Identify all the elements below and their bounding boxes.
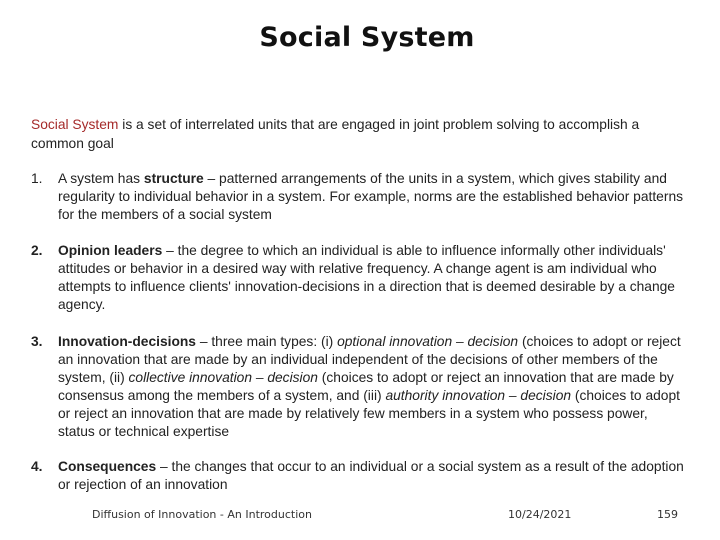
list-item-2	[31, 242, 686, 314]
item-text: – the changes that occur to an individual or a social system as a result of the adoption or rejection of an innovation	[58, 459, 684, 492]
list-item-3	[31, 333, 686, 441]
item-number: 3.	[31, 334, 43, 349]
item-body	[58, 458, 686, 494]
footer-date: 10/24/2021	[508, 508, 572, 521]
list-item-1	[31, 170, 686, 224]
item-emphasis: optional innovation – decision	[337, 334, 519, 349]
item-term: Opinion leaders	[58, 243, 163, 258]
item-text: – patterned arrangements of the units in a system, which gives stability and regularity to individual behavior in a system. For example, norms are the established behavior patterns for the members of a social system	[58, 171, 684, 222]
item-text: – the degree to which an individual is able to influence informally other individuals' attitudes or behavior in a desired way with relative frequency. A change agent is am individual who attempts to influence clients' innovation-decisions in a direction that is deemed desirable by a change agency.	[58, 243, 675, 312]
list-item-4	[31, 458, 686, 494]
item-number: 1.	[31, 171, 43, 186]
item-term: Consequences	[58, 459, 157, 474]
footer-page-number: 159	[657, 508, 678, 521]
item-text: A system has	[58, 171, 144, 186]
item-body	[58, 333, 686, 441]
item-emphasis: authority innovation – decision	[385, 388, 572, 403]
intro-text: is a set of interrelated units that are engaged in joint problem solving to accomplish a common goal	[31, 117, 640, 151]
intro-paragraph	[31, 115, 681, 153]
item-text: (choices to adopt or reject an innovation that are made by an individual independent of the decisions of other members of the system, (ii)	[58, 334, 681, 385]
item-emphasis: collective innovation – decision	[128, 370, 318, 385]
item-text: (choices to adopt or reject an innovation that are made by consensus among the members of a system, and (iii)	[58, 370, 674, 403]
item-term: Innovation-decisions	[58, 334, 196, 349]
item-text: – three main types: (i)	[195, 334, 338, 349]
item-number: 2.	[31, 243, 43, 258]
item-number: 4.	[31, 459, 43, 474]
slide-title: Social System	[259, 22, 475, 53]
item-text: (choices to adopt or reject an innovation that are made by relatively few members in a system who possess power, status or technical expertise	[58, 388, 680, 439]
item-body	[58, 170, 686, 224]
footer-title: Diffusion of Innovation - An Introduction	[92, 508, 312, 521]
item-term: structure	[143, 171, 204, 186]
intro-term: Social System	[31, 117, 119, 132]
item-body	[58, 242, 686, 314]
